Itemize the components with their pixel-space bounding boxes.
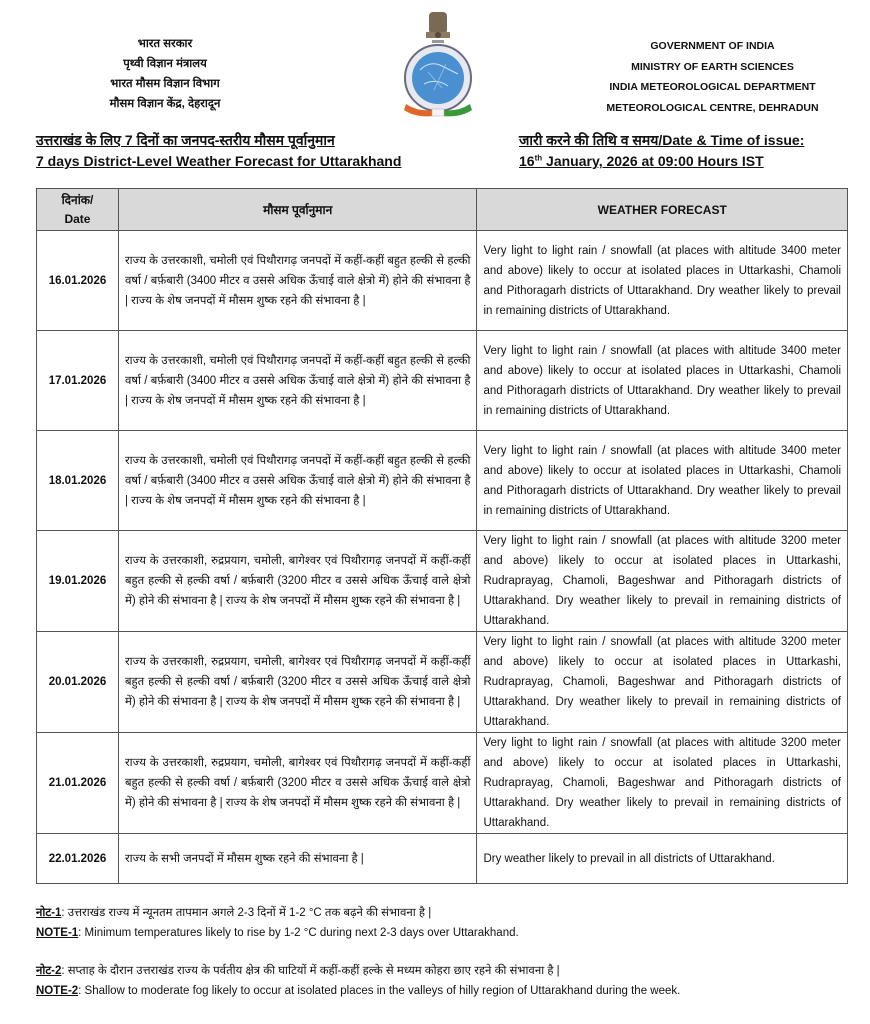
row-forecast-english: Dry weather likely to prevail in all districts of Uttarakhand. bbox=[477, 834, 848, 884]
issue-date-rest: January, 2026 at 09:00 Hours IST bbox=[542, 153, 764, 169]
header-english-line: METEOROLOGICAL CENTRE, DEHRADUN bbox=[606, 101, 819, 114]
header-hindi-line: भारत सरकार bbox=[137, 38, 193, 50]
note-text: : सप्ताह के दौरान उत्तराखंड राज्य के पर्वतीय क्षेत्र की घाटियों में कहीं-कहीं हल्के से मध्यम कोहरा छाए रहने की संभावना है | bbox=[61, 965, 560, 977]
row-forecast-hindi: राज्य के सभी जनपदों में मौसम शुष्क रहने की संभावना है | bbox=[118, 834, 477, 884]
note-1-english bbox=[36, 923, 856, 943]
english-forecast-column-header: WEATHER FORECAST bbox=[477, 189, 848, 231]
date-column-header bbox=[37, 189, 119, 231]
title-hindi: उत्तराखंड के लिए 7 दिनों का जनपद-स्तरीय मौसम पूर्वानुमान bbox=[36, 132, 335, 148]
header-hindi bbox=[60, 34, 270, 114]
issue-label: जारी करने की तिथि व समय/Date & Time of issue: bbox=[519, 132, 805, 148]
date-header-english: Date bbox=[64, 211, 91, 226]
row-forecast-english: Very light to light rain / snowfall (at places with altitude 3400 meter and above) likely to occur at isolated places in Uttarkashi, Chamoli and Pithoragarh districts of Uttarakhand. Dry weather likely to prevail in remaining districts of Uttarakhand. bbox=[477, 231, 848, 331]
header-english-line: GOVERNMENT OF INDIA bbox=[650, 40, 775, 52]
row-forecast-english: Very light to light rain / snowfall (at places with altitude 3200 meter and above) likely to occur at isolated places in Uttarkashi, Rudraprayag, Chamoli, Bageshwar and Pithoragarh districts of Uttarakhand. Dry weather likely to prevail in remaining districts of Uttarakhand. bbox=[477, 531, 848, 632]
row-forecast-hindi: राज्य के उत्तरकाशी, चमोली एवं पिथौरागढ़ जनपदों में कहीं-कहीं बहुत हल्की से हल्की वर्षा / बर्फ़बारी (3400 मीटर व उससे अधिक ऊँचाई वाले क्षेत्रो में) होने की संभावना है | राज्य के शेष जनपदों में मौसम शुष्क रहने की संभावना है | bbox=[118, 231, 477, 331]
row-forecast-hindi: राज्य के उत्तरकाशी, रुद्रप्रयाग, चमोली, बागेश्वर एवं पिथौरागढ़ जनपदों में कहीं-कहीं बहुत हल्की से हल्की वर्षा / बर्फ़बारी (3200 मीटर व उससे अधिक ऊँचाई वाले क्षेत्रो में) होने की संभावना है | राज्य के शेष जनपदों में मौसम शुष्क रहने की संभावना है | bbox=[118, 531, 477, 632]
issue-datetime bbox=[519, 151, 804, 172]
note-label: NOTE-1 bbox=[36, 927, 79, 939]
hindi-forecast-column-header: मौसम पूर्वानुमान bbox=[118, 189, 477, 231]
row-date: 20.01.2026 bbox=[37, 632, 119, 733]
issue-info bbox=[519, 130, 804, 172]
note-text: : Shallow to moderate fog likely to occur at isolated places in the valleys of hilly region of Uttarakhand during the week. bbox=[78, 985, 681, 997]
note-2-english bbox=[36, 981, 856, 1001]
row-forecast-hindi: राज्य के उत्तरकाशी, रुद्रप्रयाग, चमोली, बागेश्वर एवं पिथौरागढ़ जनपदों में कहीं-कहीं बहुत हल्की से हल्की वर्षा / बर्फ़बारी (3200 मीटर व उससे अधिक ऊँचाई वाले क्षेत्रो में) होने की संभावना है | राज्य के शेष जनपदों में मौसम शुष्क रहने की संभावना है | bbox=[118, 632, 477, 733]
table-row bbox=[37, 733, 848, 834]
header-hindi-line: भारत मौसम विज्ञान विभाग bbox=[110, 78, 220, 90]
row-date: 18.01.2026 bbox=[37, 431, 119, 531]
row-forecast-english: Very light to light rain / snowfall (at places with altitude 3200 meter and above) likely to occur at isolated places in Uttarkashi, Rudraprayag, Chamoli, Bageshwar and Pithoragarh districts of Uttarakhand. Dry weather likely to prevail in remaining districts of Uttarakhand. bbox=[477, 733, 848, 834]
table-row bbox=[37, 834, 848, 884]
issue-day-suffix: th bbox=[534, 153, 543, 163]
row-date: 21.01.2026 bbox=[37, 733, 119, 834]
row-forecast-english: Very light to light rain / snowfall (at places with altitude 3400 meter and above) likely to occur at isolated places in Uttarkashi, Chamoli and Pithoragarh districts of Uttarakhand. Dry weather likely to prevail in remaining districts of Uttarakhand. bbox=[477, 331, 848, 431]
row-date: 22.01.2026 bbox=[37, 834, 119, 884]
note-text: : Minimum temperatures likely to rise by 1-2 °C during next 2-3 days over Uttarakhand. bbox=[78, 927, 519, 939]
date-header-hindi: दिनांक/ bbox=[61, 192, 94, 207]
note-spacer bbox=[36, 943, 856, 961]
row-forecast-hindi: राज्य के उत्तरकाशी, चमोली एवं पिथौरागढ़ जनपदों में कहीं-कहीं बहुत हल्की से हल्की वर्षा / बर्फ़बारी (3400 मीटर व उससे अधिक ऊँचाई वाले क्षेत्रो में) होने की संभावना है | राज्य के शेष जनपदों में मौसम शुष्क रहने की संभावना है | bbox=[118, 331, 477, 431]
table-row bbox=[37, 331, 848, 431]
table-row bbox=[37, 231, 848, 331]
header-hindi-line: पृथ्वी विज्ञान मंत्रालय bbox=[123, 58, 207, 70]
header-english bbox=[600, 36, 825, 118]
imd-emblem-icon bbox=[398, 8, 478, 120]
note-text: : उत्तराखंड राज्य में न्यूनतम तापमान अगले 2-3 दिनों में 1-2 °C तक बढ़ने की संभावना है | bbox=[61, 907, 432, 919]
title-english: 7 days District-Level Weather Forecast for Uttarakhand bbox=[36, 153, 402, 169]
table-row bbox=[37, 632, 848, 733]
notes-section bbox=[36, 903, 856, 1001]
header-english-line: MINISTRY OF EARTH SCIENCES bbox=[631, 60, 794, 73]
note-label: NOTE-2 bbox=[36, 985, 79, 997]
row-date: 19.01.2026 bbox=[37, 531, 119, 632]
issue-day: 16 bbox=[519, 153, 535, 169]
forecast-table bbox=[36, 188, 848, 884]
note-label: नोट-2 bbox=[36, 965, 62, 977]
row-forecast-hindi: राज्य के उत्तरकाशी, रुद्रप्रयाग, चमोली, बागेश्वर एवं पिथौरागढ़ जनपदों में कहीं-कहीं बहुत हल्की से हल्की वर्षा / बर्फ़बारी (3200 मीटर व उससे अधिक ऊँचाई वाले क्षेत्रो में) होने की संभावना है | राज्य के शेष जनपदों में मौसम शुष्क रहने की संभावना है | bbox=[118, 733, 477, 834]
header-english-line: INDIA METEOROLOGICAL DEPARTMENT bbox=[609, 81, 816, 93]
document-title bbox=[36, 130, 401, 172]
row-forecast-english: Very light to light rain / snowfall (at places with altitude 3400 meter and above) likely to occur at isolated places in Uttarkashi, Chamoli and Pithoragarh districts of Uttarakhand. Dry weather likely to prevail in remaining districts of Uttarakhand. bbox=[477, 431, 848, 531]
header-hindi-line: मौसम विज्ञान केंद्र, देहरादून bbox=[109, 98, 221, 110]
note-1-hindi bbox=[36, 903, 856, 923]
note-2-hindi bbox=[36, 961, 856, 981]
row-date: 17.01.2026 bbox=[37, 331, 119, 431]
note-label: नोट-1 bbox=[36, 907, 62, 919]
row-forecast-hindi: राज्य के उत्तरकाशी, चमोली एवं पिथौरागढ़ जनपदों में कहीं-कहीं बहुत हल्की से हल्की वर्षा / बर्फ़बारी (3400 मीटर व उससे अधिक ऊँचाई वाले क्षेत्रो में) होने की संभावना है | राज्य के शेष जनपदों में मौसम शुष्क रहने की संभावना है | bbox=[118, 431, 477, 531]
table-row bbox=[37, 531, 848, 632]
row-forecast-english: Very light to light rain / snowfall (at places with altitude 3200 meter and above) likely to occur at isolated places in Uttarkashi, Rudraprayag, Chamoli, Bageshwar and Pithoragarh districts of Uttarakhand. Dry weather likely to prevail in remaining districts of Uttarakhand. bbox=[477, 632, 848, 733]
row-date: 16.01.2026 bbox=[37, 231, 119, 331]
table-row bbox=[37, 431, 848, 531]
table-header-row bbox=[37, 189, 848, 231]
